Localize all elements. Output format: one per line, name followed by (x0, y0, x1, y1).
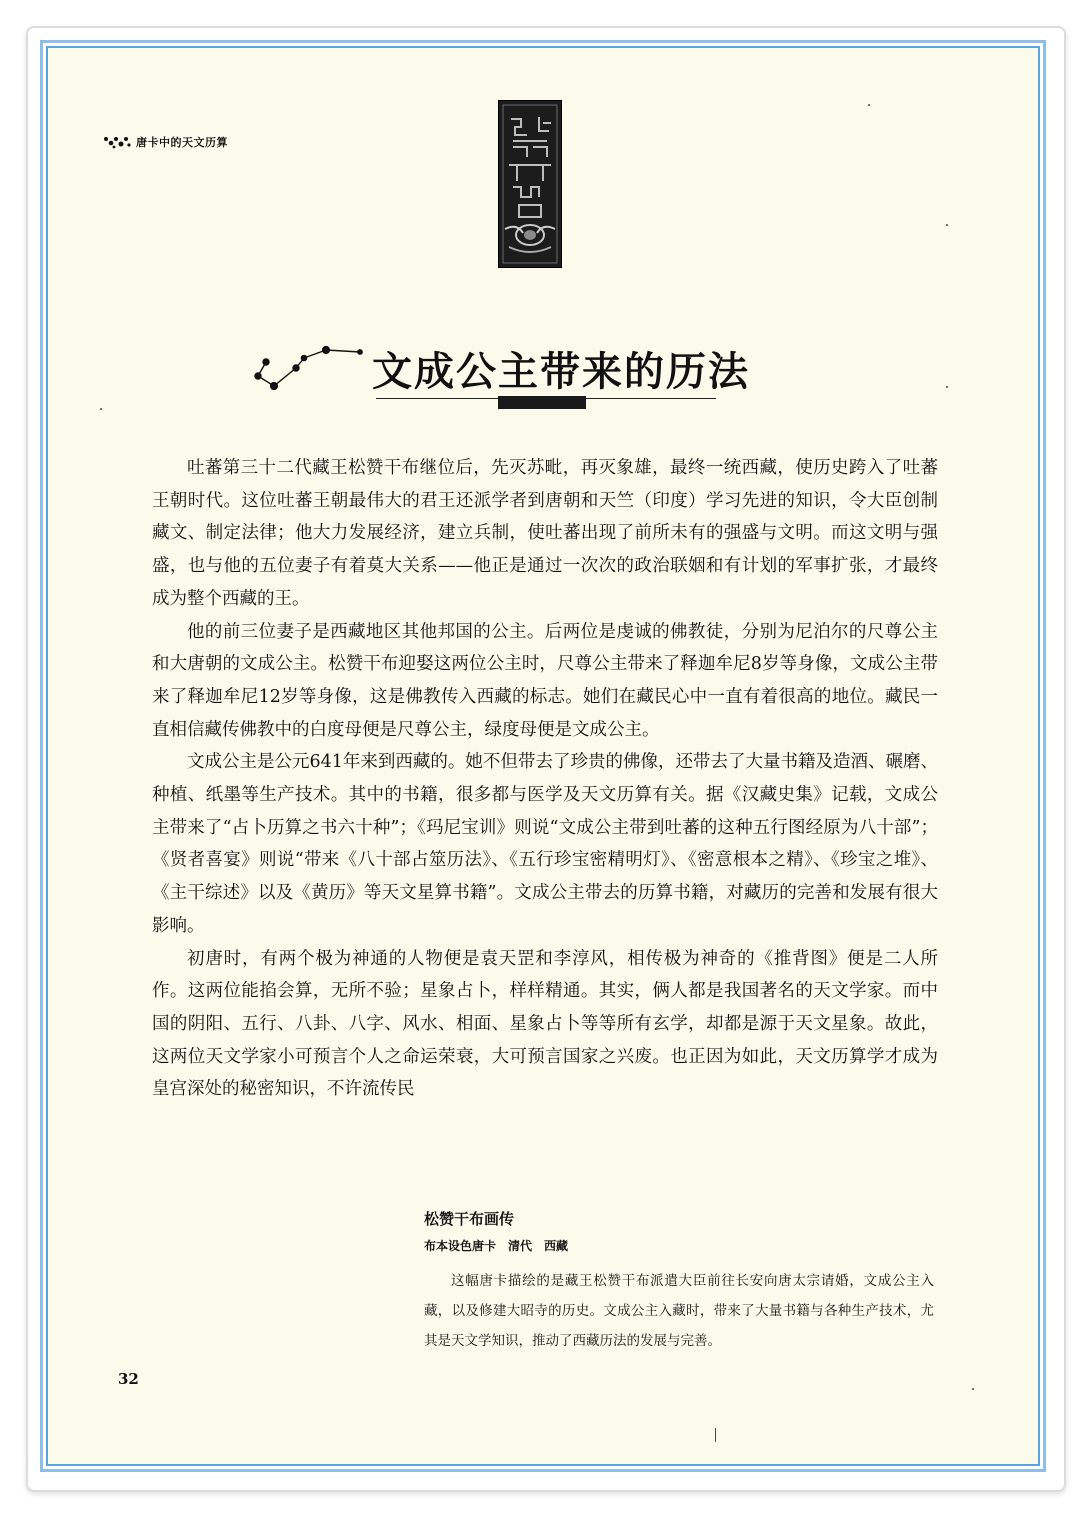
body-paragraph: 吐蕃第三十二代藏王松赞干布继位后，先灭苏毗，再灭象雄，最终一统西藏，使历史跨入了吐蕃王朝时代。这位吐蕃王朝最伟大的君王还派学者到唐朝和天竺（印度）学习先进的知识，令大臣创制藏文、制定法律；他大力发展经济，建立兵制，使吐蕃出现了前所未有的强盛与文明。而这文明与强盛，也与他的五位妻子有着莫大关系——他正是通过一次次的政治联姻和有计划的军事扩张，才最终成为整个西藏的王。 (152, 458, 938, 609)
title-block (248, 338, 750, 418)
scan-speck (946, 224, 948, 226)
scanned-page (48, 48, 1038, 1464)
body-paragraph: 他的前三位妻子是西藏地区其他邦国的公主。后两位是虔诚的佛教徒，分别为尼泊尔的尺尊公主和大唐朝的文成公主。松赞干布迎娶这两位公主时，尺尊公主带来了释迦牟尼8岁等身像，文成公主带来了释迦牟尼12岁等身像，这是佛教传入西藏的标志。她们在藏民心中一直有着很高的地位。藏民一直相信藏传佛教中的白度母便是尺尊公主，绿度母便是文成公主。 (152, 621, 938, 740)
scan-speck (946, 386, 948, 388)
constellation-icon (248, 338, 368, 390)
running-header (102, 134, 228, 150)
article-title: 文成公主带来的历法 (372, 348, 750, 395)
scan-speck (868, 104, 870, 106)
scan-speck (715, 1428, 716, 1442)
body-paragraph: 文成公主是公元641年来到西藏的。她不但带去了珍贵的佛像，还带去了大量书籍及造酒、碾磨、种植、纸墨等生产技术。其中的书籍，很多都与医学及天文历算有关。据《汉藏史集》记载，文成公主带来了“占卜历算之书六十种”；《玛尼宝训》则说“文成公主带到吐蕃的这种五行图经原为八十部”；《贤者喜宴》则说“带来《八十部占筮历法》、《五行珍宝密精明灯》、《密意根本之精》、《珍宝之堆》、《主干综述》以及《黄历》等天文星算书籍”。文成公主带去的历算书籍，对藏历的完善和发展有很大影响。 (152, 752, 938, 936)
caption-body: 这幅唐卡描绘的是藏王松赞干布派遣大臣前往长安向唐太宗请婚，文成公主入藏，以及修建大昭寺的历史。文成公主入藏时，带来了大量书籍与各种生产技术，尤其是天文学知识，推动了西藏历法的发展与完善。 (424, 1273, 934, 1349)
image-caption (424, 1208, 934, 1356)
header-ornament-icon (102, 134, 132, 150)
caption-subtitle: 布本设色唐卡 清代 西藏 (424, 1239, 569, 1253)
title-accent-bar (498, 396, 586, 409)
thangka-image (498, 100, 562, 268)
article-body (152, 452, 938, 1106)
body-paragraph: 初唐时，有两个极为神通的人物便是袁天罡和李淳风，相传极为神奇的《推背图》便是二人所作。这两位能掐会算，无所不验；星象占卜，样样精通。其实，俩人都是我国著名的天文学家。而中国的阴阳、五行、八卦、八字、风水、相面、星象占卜等等所有玄学，却都是源于天文星象。故此，这两位天文学家小可预言个人之命运荣衰，大可预言国家之兴废。也正因为如此，天文历算学才成为皇宫深处的秘密知识，不许流传民 (152, 948, 938, 1100)
caption-title: 松赞干布画传 (424, 1210, 515, 1228)
scan-speck (100, 408, 102, 410)
page-number: 32 (118, 1370, 139, 1388)
scan-speck (972, 1388, 974, 1390)
running-title: 唐卡中的天文历算 (136, 136, 228, 149)
